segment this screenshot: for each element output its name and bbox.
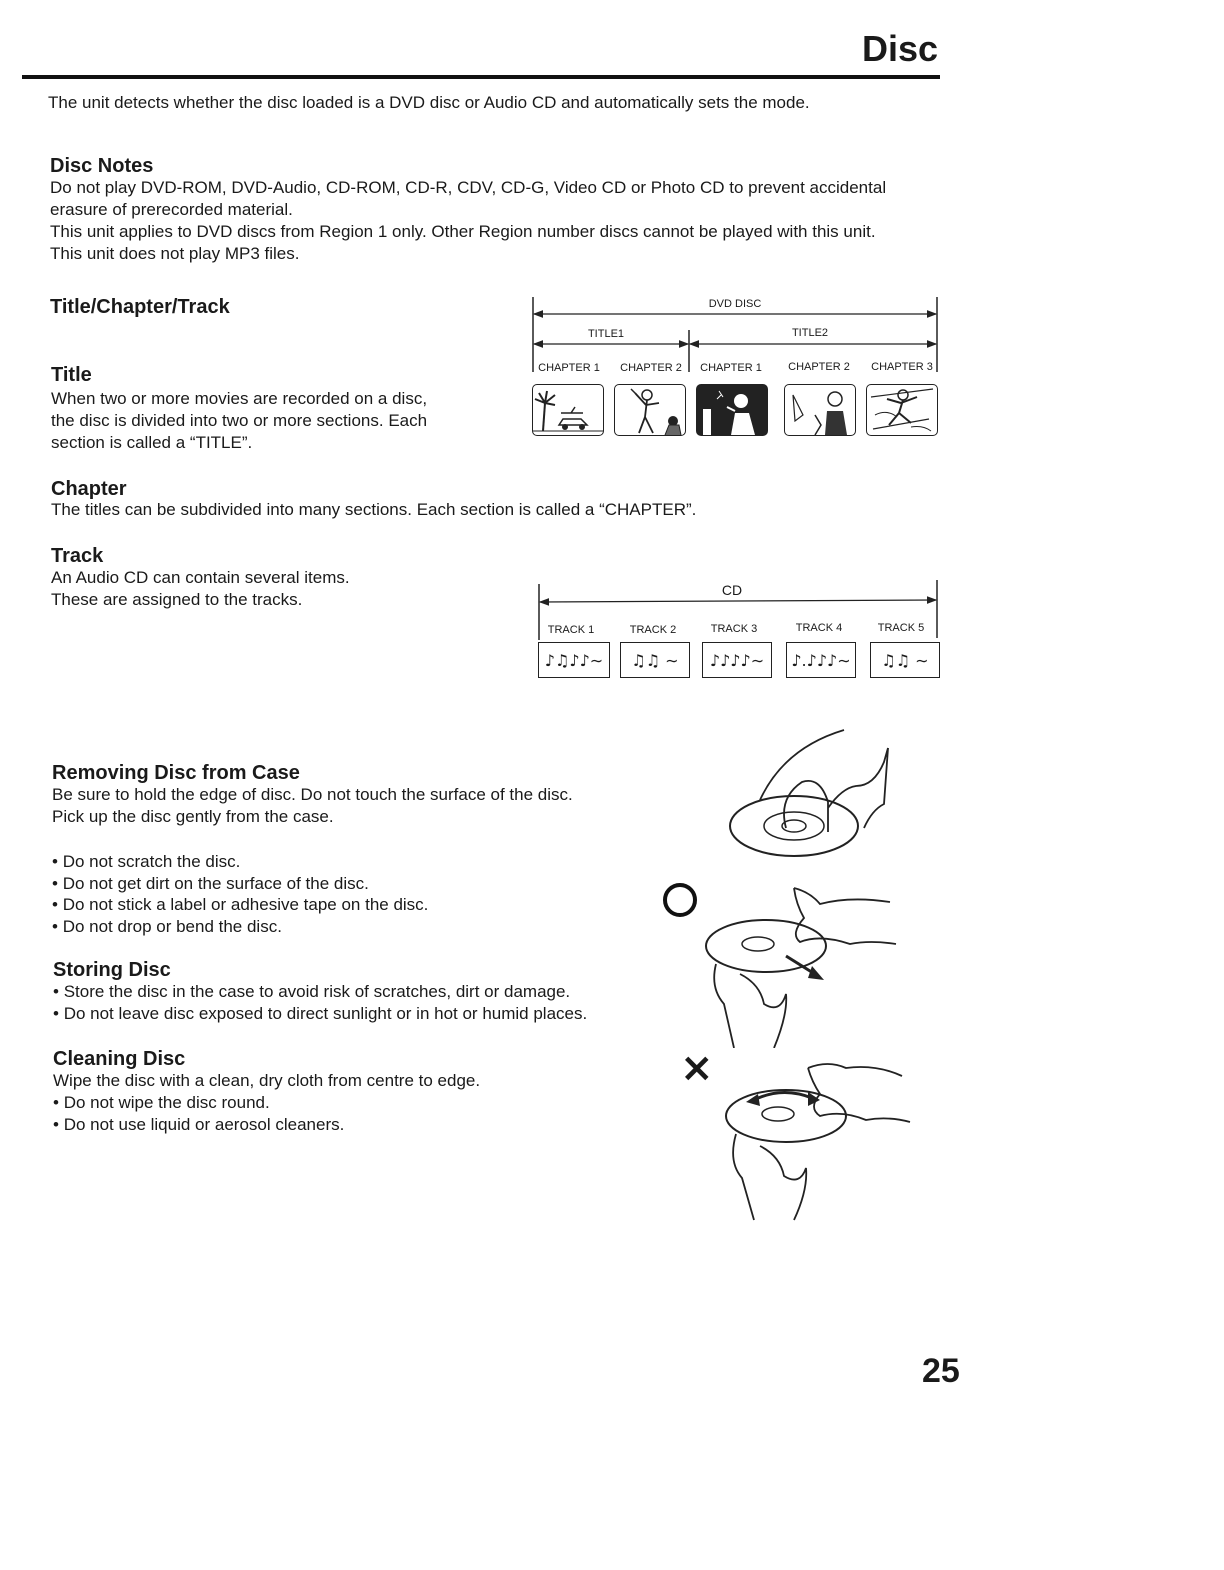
music-notes-icon: ♪♫♪♪∼	[538, 642, 610, 678]
track-line: An Audio CD can contain several items.	[51, 568, 350, 587]
title-body	[51, 388, 427, 454]
music-notes-icon: ♪♪♪♪∼	[702, 642, 772, 678]
removing-body	[52, 784, 573, 828]
cleaning-text: Wipe the disc with a clean, dry cloth from centre to edge.	[53, 1071, 481, 1090]
track-label: TRACK 3	[710, 623, 758, 635]
correct-mark	[662, 882, 698, 918]
cleaning-bullets	[53, 1092, 344, 1135]
singer-icon	[696, 384, 768, 436]
music-notes-icon: ♫♫ ∼	[870, 642, 940, 678]
cleaning-bullet: • Do not use liquid or aerosol cleaners.	[53, 1114, 344, 1136]
hand-holding-disc-illustration	[724, 728, 904, 862]
chapter-label: CHAPTER 2	[620, 362, 682, 374]
storing-bullet: • Do not leave disc exposed to direct sunlight or in hot or humid places.	[53, 1003, 587, 1025]
removing-line: Pick up the disc gently from the case.	[52, 807, 334, 826]
chapter-label: CHAPTER 1	[700, 362, 762, 374]
palm-car-icon	[532, 384, 604, 436]
page-title: Disc	[861, 28, 938, 69]
chapter-text: The titles can be subdivided into many sections. Each section is called a “CHAPTER”.	[51, 500, 697, 519]
header-rule	[22, 75, 940, 79]
golfer-icon	[614, 384, 686, 436]
title-line: the disc is divided into two or more sections. Each	[51, 411, 428, 430]
title-heading: Title	[51, 364, 92, 386]
couple-icon	[784, 384, 856, 436]
track-heading: Track	[51, 545, 104, 567]
track-label: TRACK 4	[795, 622, 843, 634]
music-notes-icon: ♪.♪♪♪∼	[786, 642, 856, 678]
cleaning-heading: Cleaning Disc	[53, 1048, 186, 1070]
skier-icon	[866, 384, 938, 436]
dvd-structure-diagram	[528, 292, 942, 442]
disc-notes-line: Do not play DVD-ROM, DVD-Audio, CD-ROM, CD-R, CDV, CD-G, Video CD or Photo CD to prevent accidental	[50, 178, 887, 197]
chapter-heading: Chapter	[51, 478, 127, 500]
removing-line: Be sure to hold the edge of disc. Do not touch the surface of the disc.	[52, 785, 573, 804]
removing-bullet: • Do not get dirt on the surface of the disc.	[52, 873, 428, 895]
track-label: TRACK 5	[877, 622, 925, 634]
incorrect-cleaning-illustration	[716, 1054, 916, 1224]
disc-notes-line: This unit does not play MP3 files.	[50, 244, 300, 263]
disc-notes-heading: Disc Notes	[50, 155, 154, 177]
removing-bullet: • Do not scratch the disc.	[52, 851, 428, 873]
track-body	[51, 567, 350, 611]
correct-cleaning-illustration	[700, 884, 900, 1048]
page-number: 25	[922, 1352, 960, 1390]
track-line: These are assigned to the tracks.	[51, 590, 303, 609]
intro-text: The unit detects whether the disc loaded is a DVD disc or Audio CD and automatically sets the mode.	[48, 93, 810, 112]
disc-notes-body	[50, 177, 886, 265]
chapter-label: CHAPTER 2	[788, 361, 850, 373]
title-line: When two or more movies are recorded on a disc,	[51, 389, 428, 408]
removing-bullet: • Do not stick a label or adhesive tape on the disc.	[52, 894, 428, 916]
storing-heading: Storing Disc	[53, 959, 171, 981]
removing-heading: Removing Disc from Case	[52, 762, 300, 784]
disc-notes-line: This unit applies to DVD discs from Region 1 only. Other Region number discs cannot be played with this unit.	[50, 222, 876, 241]
removing-bullets	[52, 851, 428, 937]
track-label: TRACK 1	[547, 624, 595, 636]
chapter-label: CHAPTER 3	[871, 361, 933, 373]
track-label: TRACK 2	[629, 624, 677, 636]
storing-bullet: • Store the disc in the case to avoid risk of scratches, dirt or damage.	[53, 981, 587, 1003]
title-line: section is called a “TITLE”.	[51, 433, 253, 452]
title-chapter-track-heading: Title/Chapter/Track	[50, 296, 230, 318]
chapter-label: CHAPTER 1	[538, 362, 600, 374]
cd-label: CD	[721, 582, 743, 598]
removing-bullet: • Do not drop or bend the disc.	[52, 916, 428, 938]
title2-label: TITLE2	[791, 327, 829, 339]
storing-bullets	[53, 981, 587, 1024]
incorrect-mark: ×	[680, 1045, 714, 1091]
disc-notes-line: erasure of prerecorded material.	[50, 200, 293, 219]
music-notes-icon: ♫♫ ∼	[620, 642, 690, 678]
title1-label: TITLE1	[587, 328, 625, 340]
cleaning-bullet: • Do not wipe the disc round.	[53, 1092, 344, 1114]
dvd-disc-label: DVD DISC	[708, 298, 762, 310]
cd-structure-diagram	[536, 578, 942, 680]
